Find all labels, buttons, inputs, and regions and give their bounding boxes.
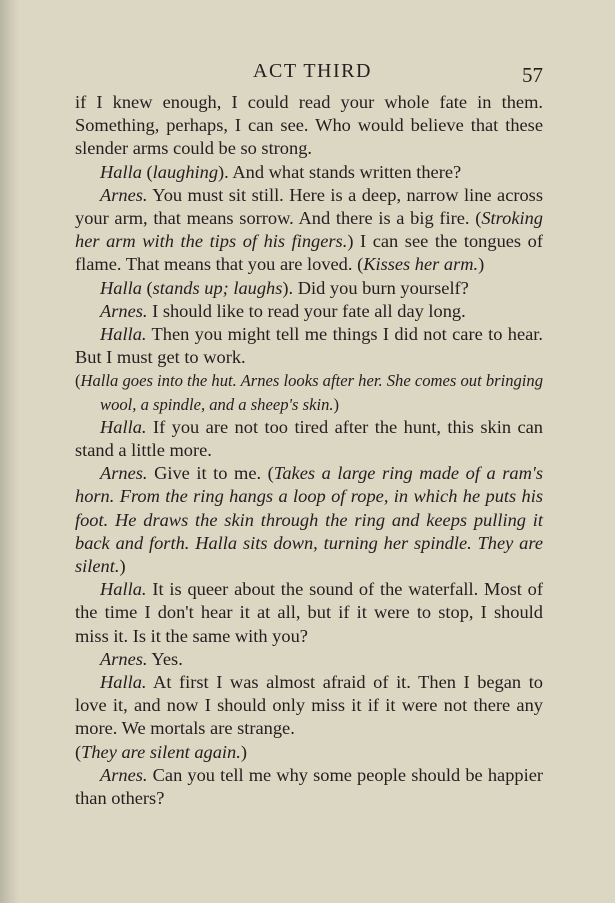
body-text xyxy=(75,91,543,810)
text-run: ) xyxy=(240,741,247,762)
page-number: 57 xyxy=(522,63,543,87)
paragraph xyxy=(75,671,543,741)
italic-run: Halla xyxy=(100,161,142,182)
italic-run: Halla. xyxy=(100,672,147,693)
text-run: ) xyxy=(333,394,340,414)
text-run: ). Did you burn yourself? xyxy=(282,277,469,298)
text-run: I should like to read your fate all day long. xyxy=(147,300,466,321)
paragraph xyxy=(75,161,543,184)
text-run: At first I was almost afraid of it. Then I began to love it, and now I should only miss it if it were not there any more. We mortals are strange. xyxy=(75,672,543,739)
page-header xyxy=(0,58,615,88)
italic-run: Arnes. xyxy=(100,764,148,785)
page-gutter-shadow xyxy=(0,0,20,903)
paragraph xyxy=(75,578,543,648)
italic-run: Halla. xyxy=(100,416,147,437)
text-run: ( xyxy=(75,741,82,762)
text-run: ) I can see the tongues of flame. That means that you are loved. ( xyxy=(75,231,543,275)
italic-run: Kisses her arm. xyxy=(363,254,479,275)
running-head: ACT THIRD xyxy=(253,60,372,82)
paragraph xyxy=(75,416,543,462)
italic-run: Halla goes into the hut. Arnes looks after her. She comes out bringing wool, a spindle, and a sheep's skin. xyxy=(80,371,543,414)
text-run: Then you might tell me things I did not care to hear. But I must get to work. xyxy=(75,324,543,368)
text-run: Yes. xyxy=(147,648,183,669)
paragraph xyxy=(75,764,543,810)
italic-run: Arnes. xyxy=(100,184,148,205)
text-run: It is queer about the sound of the waterfall. Most of the time I don't hear it at all, but if it were to stop, I should miss it. Is it the same with you? xyxy=(75,579,543,646)
paragraph xyxy=(75,300,543,323)
paragraph xyxy=(75,91,543,161)
text-run: Can you tell me why some people should be happier than others? xyxy=(75,764,543,809)
paragraph xyxy=(75,277,543,300)
text-run: if I knew enough, I could read your whole fate in them. Something, perhaps, I can see. Who would believe that these slender arms could be so strong. xyxy=(75,92,543,159)
italic-run: Halla xyxy=(100,277,142,298)
text-run: ( xyxy=(75,371,81,391)
italic-run: Halla. xyxy=(100,324,147,345)
italic-run: stands up; laughs xyxy=(152,277,283,298)
paragraph xyxy=(75,741,543,764)
italic-run: Takes a large ring made of a ram's horn. From the ring hangs a loop of rope, in which he puts his foot. He draws the skin through the ring and keeps pulling it back and forth. Halla sits down, turning her spindle. They are silent. xyxy=(75,463,543,577)
text-run: ( xyxy=(141,277,153,298)
italic-run: Halla. xyxy=(100,579,147,600)
stage-direction xyxy=(75,369,543,415)
text-run: ) xyxy=(119,556,126,577)
paragraph xyxy=(75,184,543,277)
text-run: ( xyxy=(141,161,153,182)
paragraph xyxy=(75,648,543,671)
italic-run: Arnes. xyxy=(100,300,148,321)
text-run: Give it to me. ( xyxy=(147,463,274,484)
text-run: If you are not too tired after the hunt, this skin can stand a little more. xyxy=(75,416,543,461)
text-run: ). And what stands written there? xyxy=(218,161,462,182)
paragraph xyxy=(75,462,543,578)
paragraph xyxy=(75,323,543,369)
italic-run: Stroking her arm with the tips of his fingers. xyxy=(75,208,543,252)
italic-run: Arnes. xyxy=(100,648,148,669)
italic-run: They are silent again. xyxy=(81,741,241,762)
text-run: ) xyxy=(478,254,485,275)
italic-run: laughing xyxy=(152,161,219,182)
italic-run: Arnes. xyxy=(100,463,148,484)
text-run: You must sit still. Here is a deep, narrow line across your arm, that means sorrow. And there is a big fire. ( xyxy=(75,184,543,229)
